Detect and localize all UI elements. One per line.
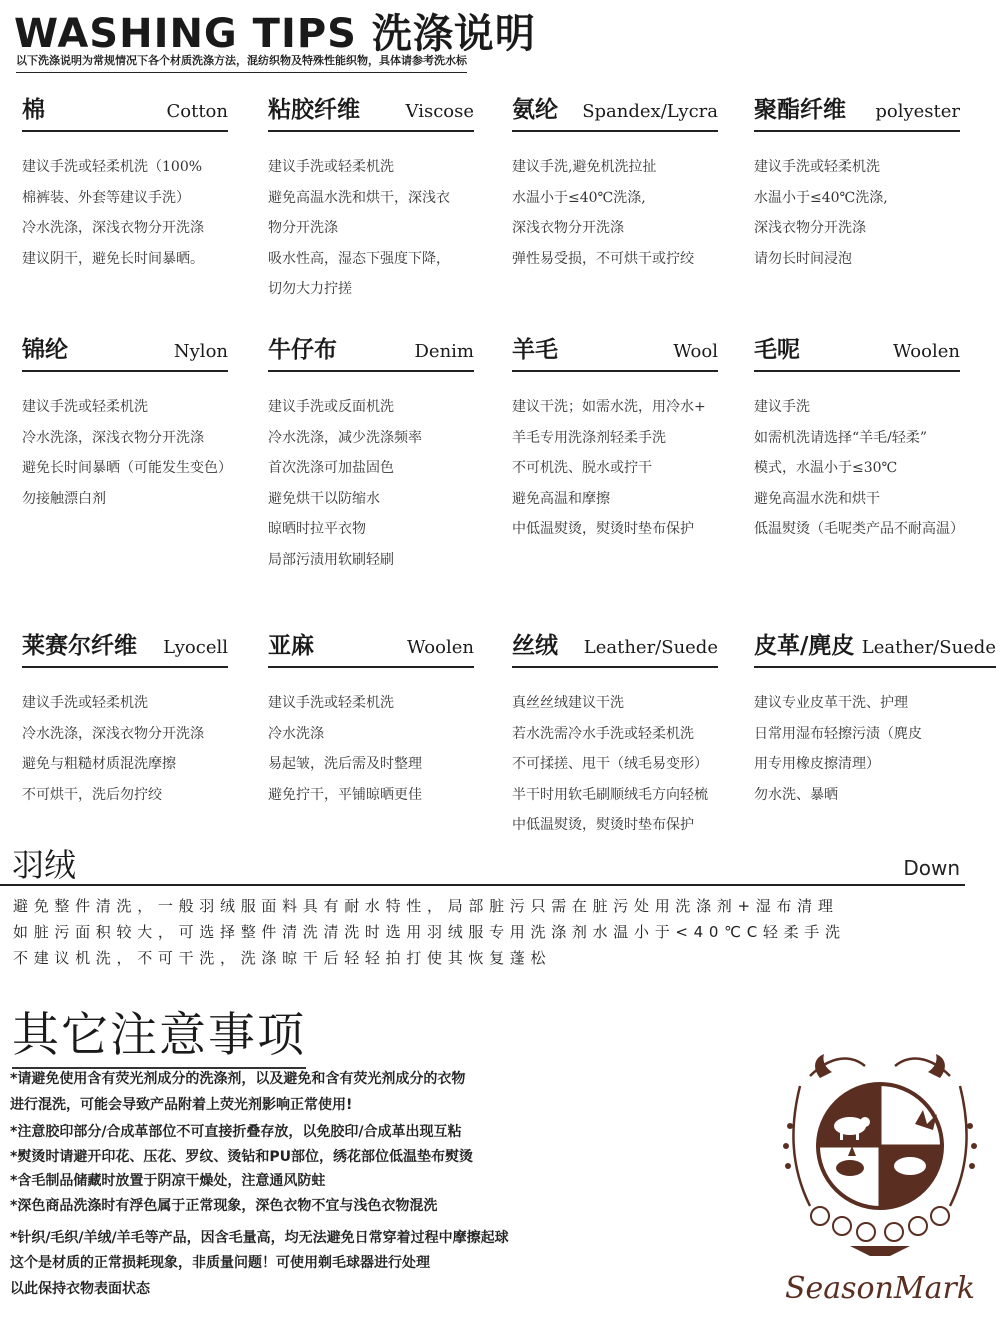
other-notes-title: 其它注意事项 xyxy=(12,998,306,1069)
material-header xyxy=(22,96,228,132)
material-name-cn: 皮革/麂皮 xyxy=(754,632,855,659)
material-instructions xyxy=(754,152,994,274)
material-instructions xyxy=(754,688,994,810)
instruction-line: 易起皱，洗后需及时整理 xyxy=(268,756,422,772)
instruction-line: 吸水性高，湿态下强度下降， xyxy=(268,250,450,267)
material-name-cn: 聚酯纤维 xyxy=(754,96,846,123)
material-card xyxy=(268,96,508,305)
material-header xyxy=(22,632,228,668)
instruction-line: 建议手洗,避免机洗拉扯 xyxy=(512,159,657,175)
material-header xyxy=(512,632,718,668)
instruction-line: 深浅衣物分开洗涤 xyxy=(754,220,866,236)
material-card xyxy=(512,96,752,274)
page-subtitle: 以下洗涤说明为常规情况下各个材质洗涤方法，混纺织物及特殊性能织物，具体请参考洗水标 xyxy=(16,52,467,73)
instruction-line: 避免拧干，平铺晾晒更佳 xyxy=(268,786,422,803)
material-name-en: Nylon xyxy=(173,341,228,362)
note-line: *深色商品洗涤时有浮色属于正常现象，深色衣物不宜与浅色衣物混洗 xyxy=(10,1198,438,1214)
down-divider xyxy=(0,884,965,886)
material-card xyxy=(512,336,752,545)
instruction-line: 避免高温水洗和烘干 xyxy=(754,490,880,507)
material-header xyxy=(754,96,960,132)
material-card xyxy=(22,336,262,514)
material-name-cn: 羊毛 xyxy=(512,336,558,363)
seasonmark-logo xyxy=(770,1046,990,1316)
material-name-en: Woolen xyxy=(893,341,960,362)
instruction-line: 冷水洗涤，深浅衣物分开洗涤 xyxy=(22,220,204,236)
material-instructions xyxy=(268,392,508,575)
instruction-line: 真丝丝绒建议干洗 xyxy=(512,695,624,711)
material-name-cn: 亚麻 xyxy=(268,632,314,659)
note-line: 这个是材质的正常损耗现象，非质量问题！可使用剃毛球器进行处理 xyxy=(10,1255,430,1271)
instruction-line: 切勿大力拧搓 xyxy=(268,281,352,297)
material-name-en: Denim xyxy=(414,341,474,362)
note-line: *注意胶印部分/合成革部位不可直接折叠存放，以免胶印/合成革出现互粘 xyxy=(10,1124,462,1140)
material-name-en: Viscose xyxy=(405,101,474,122)
down-line: 如脏污面积较大，可选择整件清洗清洗时选用羽绒服专用洗涤剂水温小于<40℃C轻柔手洗 xyxy=(13,923,846,941)
instruction-line: 冷水洗涤，深浅衣物分开洗涤 xyxy=(22,429,204,446)
instruction-line: 勿接触漂白剂 xyxy=(22,490,106,507)
instruction-line: 建议手洗或轻柔机洗 xyxy=(268,695,394,711)
instruction-line: 避免高温和摩擦 xyxy=(512,490,610,507)
instruction-line: 建议专业皮革干洗、护理 xyxy=(754,695,908,711)
instruction-line: 日常用湿布轻擦污渍（麂皮 xyxy=(754,725,922,742)
material-name-cn: 氨纶 xyxy=(512,96,558,123)
down-title-en: Down xyxy=(903,856,960,880)
note-line: *含毛制品储藏时放置于阴凉干燥处，注意通风防蛀 xyxy=(10,1173,326,1189)
material-header xyxy=(754,632,996,668)
material-instructions xyxy=(22,392,262,514)
material-card xyxy=(512,632,752,841)
instruction-line: 羊毛专用洗涤剂轻柔手洗 xyxy=(512,429,666,446)
material-name-cn: 毛呢 xyxy=(754,336,800,363)
instruction-line: 弹性易受损，不可烘干或拧绞 xyxy=(512,250,694,267)
material-instructions xyxy=(22,152,262,274)
note-line: 进行混洗，可能会导致产品附着上荧光剂影响正常使用! xyxy=(10,1097,353,1113)
material-name-cn: 粘胶纤维 xyxy=(268,96,360,123)
material-header xyxy=(754,336,960,372)
instruction-line: 局部污渍用软刷轻刷 xyxy=(268,551,394,568)
material-name-en: Leather/Suede xyxy=(861,637,996,658)
material-name-cn: 莱赛尔纤维 xyxy=(22,632,137,659)
instruction-line: 冷水洗涤，深浅衣物分开洗涤 xyxy=(22,725,204,742)
instruction-line: 避免与粗糙材质混洗摩擦 xyxy=(22,756,176,772)
instruction-line: 请勿长时间浸泡 xyxy=(754,250,852,267)
material-header xyxy=(512,336,718,372)
material-card xyxy=(754,96,994,274)
down-title-cn: 羽绒 xyxy=(12,846,77,884)
instruction-line: 建议干洗；如需水洗，用冷水+ xyxy=(512,399,706,415)
material-header xyxy=(512,96,718,132)
material-instructions xyxy=(22,688,262,810)
material-name-cn: 丝绒 xyxy=(512,632,558,659)
instruction-line: 不可烘干，洗后勿拧绞 xyxy=(22,786,162,803)
material-name-en: Woolen xyxy=(407,637,474,658)
material-name-cn: 锦纶 xyxy=(22,336,68,363)
instruction-line: 模式，水温小于≤30℃ xyxy=(754,460,898,476)
instruction-line: 建议手洗 xyxy=(754,399,810,415)
instruction-line: 如需机洗请选择“羊毛/轻柔” xyxy=(754,429,928,446)
material-name-cn: 棉 xyxy=(22,96,45,123)
note-line: *熨烫时请避开印花、压花、罗纹、烫钻和PU部位，绣花部位低温垫布熨烫 xyxy=(10,1149,473,1165)
instruction-line: 避免长时间暴晒（可能发生变色） xyxy=(22,460,232,476)
note-line: *请避免使用含有荧光剂成分的洗涤剂，以及避免和含有荧光剂成分的衣物 xyxy=(10,1071,466,1087)
instruction-line: 冷水洗涤 xyxy=(268,725,324,742)
instruction-line: 建议手洗或反面机洗 xyxy=(268,399,394,415)
material-header xyxy=(268,336,474,372)
instruction-line: 若水洗需冷水手洗或轻柔机洗 xyxy=(512,725,694,742)
down-line: 避免整件清洗，一般羽绒服面料具有耐水特性，局部脏污只需在脏污处用洗涤剂+湿布清理 xyxy=(13,897,839,915)
material-name-en: Wool xyxy=(673,341,718,362)
material-instructions xyxy=(512,152,752,274)
material-card xyxy=(22,96,262,274)
note-line: 以此保持衣物表面状态 xyxy=(10,1281,150,1297)
instruction-line: 深浅衣物分开洗涤 xyxy=(512,220,624,236)
page-title: WASHING TIPS 洗涤说明 xyxy=(14,11,536,57)
material-name-en: Leather/Suede xyxy=(583,637,718,658)
instruction-line: 避免高温水洗和烘干，深浅衣 xyxy=(268,189,450,206)
material-instructions xyxy=(512,688,752,841)
instruction-line: 低温熨烫（毛呢类产品不耐高温） xyxy=(754,521,964,537)
material-name-en: Spandex/Lycra xyxy=(582,101,718,122)
material-header xyxy=(268,632,474,668)
down-text xyxy=(13,893,846,971)
material-card xyxy=(268,632,508,810)
material-instructions xyxy=(268,688,508,810)
material-name-en: polyester xyxy=(875,101,960,122)
material-card xyxy=(754,632,994,810)
material-instructions xyxy=(512,392,752,545)
material-name-en: Cotton xyxy=(166,101,228,122)
instruction-line: 棉裤装、外套等建议手洗） xyxy=(22,189,190,206)
instruction-line: 中低温熨烫，熨烫时垫布保护 xyxy=(512,817,694,833)
material-header xyxy=(268,96,474,132)
instruction-line: 避免烘干以防缩水 xyxy=(268,490,380,507)
instruction-line: 首次洗涤可加盐固色 xyxy=(268,460,394,476)
material-name-cn: 牛仔布 xyxy=(268,336,337,363)
instruction-line: 物分开洗涤 xyxy=(268,220,338,236)
instruction-line: 用专用橡皮擦清理） xyxy=(754,756,880,772)
instruction-line: 不可机洗、脱水或拧干 xyxy=(512,460,652,476)
instruction-line: 勿水洗、暴晒 xyxy=(754,786,838,803)
instruction-line: 中低温熨烫，熨烫时垫布保护 xyxy=(512,521,694,537)
instruction-line: 建议手洗或轻柔机洗（100% xyxy=(22,159,203,175)
down-line: 不建议机洗，不可干洗，洗涤晾干后轻轻拍打使其恢复蓬松 xyxy=(13,949,552,967)
instruction-line: 建议手洗或轻柔机洗 xyxy=(22,695,148,711)
instruction-line: 半干时用软毛刷顺绒毛方向轻梳 xyxy=(512,786,708,803)
material-card xyxy=(268,336,508,575)
material-instructions xyxy=(268,152,508,305)
instruction-line: 水温小于≤40℃洗涤, xyxy=(754,189,888,206)
instruction-line: 水温小于≤40℃洗涤, xyxy=(512,189,646,206)
instruction-line: 建议手洗或轻柔机洗 xyxy=(22,399,148,415)
seasonmark-wordmark: SeasonMark xyxy=(784,1271,976,1306)
material-name-en: Lyocell xyxy=(163,637,228,658)
instruction-line: 建议手洗或轻柔机洗 xyxy=(754,159,880,175)
instruction-line: 建议手洗或轻柔机洗 xyxy=(268,159,394,175)
instruction-line: 建议阴干，避免长时间暴晒。 xyxy=(22,250,204,267)
instruction-line: 冷水洗涤，减少洗涤频率 xyxy=(268,429,422,446)
instruction-line: 晾晒时拉平衣物 xyxy=(268,521,366,537)
material-header xyxy=(22,336,228,372)
material-instructions xyxy=(754,392,994,545)
note-line: *针织/毛织/羊绒/羊毛等产品，因含毛量高，均无法避免日常穿着过程中摩擦起球 xyxy=(10,1230,509,1246)
material-card xyxy=(754,336,994,545)
instruction-line: 不可揉搓、甩干（绒毛易变形） xyxy=(512,756,708,772)
material-card xyxy=(22,632,262,810)
